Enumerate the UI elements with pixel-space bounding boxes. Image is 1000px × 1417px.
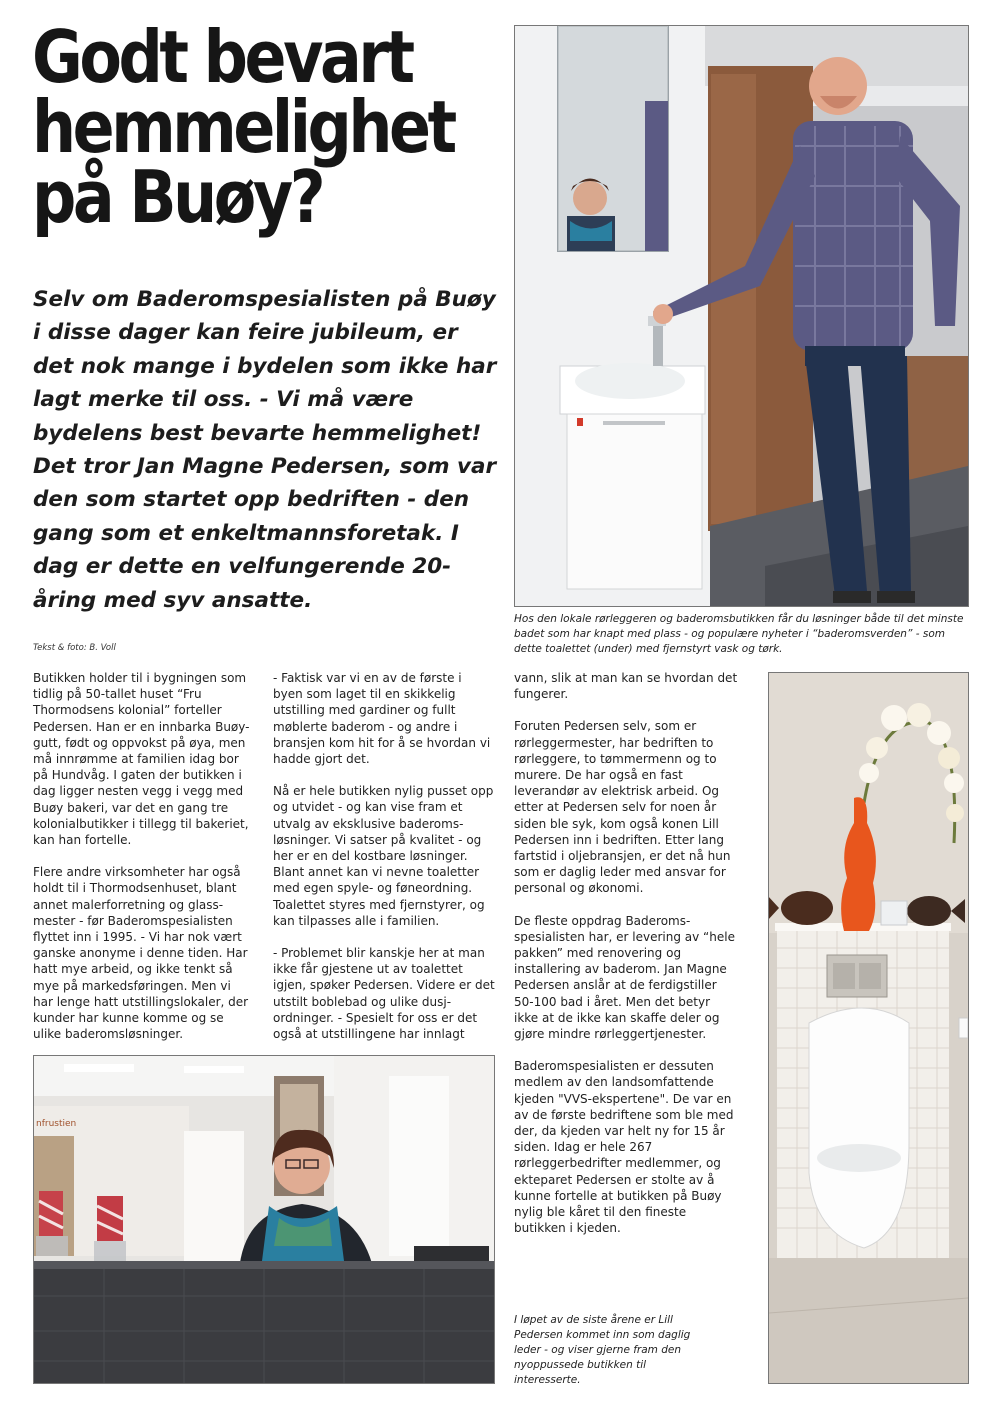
body-column-3 — [514, 670, 738, 1253]
photo-caption-top: Hos den lokale rørleggeren og baderomsbutikken får du løsninger både til det minste badet som har knapt med plass - og populære nyheter i “baderomsverden” - som dette toalettet (under) med fjernstyrt vask og tørk. — [514, 613, 964, 655]
body-paragraph: Nå er hele butikken nylig pusset opp og utvidet - og kan vise fram et utvalg av eksklusive baderoms-løsninger. Vi satser på kvalitet - og her er en del kostbare løsninger. Blant annet kan vi nevne toaletter med egen spyle- og føneordning. Toalettet styres med fjernstyrer, og kan tilpasses alle i familien. — [273, 784, 494, 928]
headline-line: hemmelighet — [32, 85, 454, 169]
body-paragraph: De fleste oppdrag Baderoms-spesialisten har, er levering av “hele pakken” med renovering og installering av baderom. Jan Magne Pedersen anslår at de ferdigstiller 50-100 bad i året. Men det betyr ikke at de ikke kan skaffe deler og gjøre mindre rørleggertjenester. — [514, 913, 735, 1042]
shop-sign: nfrustien — [36, 1119, 77, 1129]
body-paragraph: - Problemet blir kanskje her at man ikke får gjestene ut av toalettet igjen, spøker Pedersen. Videre er det utstilt boblebad og ulike dusj-ordninger. - Spesielt for oss er det også at utstillingene har innlagt — [273, 946, 495, 1042]
headline-line: Godt bevart — [32, 15, 412, 99]
body-column-1 — [33, 670, 253, 1058]
headline — [32, 15, 454, 239]
body-paragraph: Butikken holder til i bygningen som tidlig på 50-tallet huset “Fru Thormodsens kolonial” forteller Pedersen. Han er en innbarka Buøy-gutt, født og oppvokst på øya, men må innrømme at familien idag bor på Hundvåg. I gaten der butikken i dag ligger nesten vegg i vegg med Buøy bakeri, var det en gang tre kolonialbutikker i tillegg til bakeriet, kan han fortelle. — [33, 671, 250, 848]
byline: Tekst & foto: B. Voll — [33, 643, 116, 653]
body-paragraph: vann, slik at man kan se hvordan det fungerer. — [514, 671, 738, 702]
photo-toilet-display — [768, 672, 969, 1384]
body-paragraph: Flere andre virksomheter har også holdt til i Thormodsenhuset, blant annet malerforretning og glass-mester - før Baderomspesialisten flyttet inn i 1995. - Vi har nok vært ganske anonyme i denne tiden. Har hatt mye arbeid, og ikke tenkt så mye på markedsføringen. Men vi har lenge hatt utstillingslokaler, der kunder har kunne komme og se ulike baderomsløsninger. — [33, 865, 249, 1042]
body-column-2 — [273, 670, 495, 1058]
flush-plate-icon — [827, 955, 887, 997]
body-paragraph: - Faktisk var vi en av de første i byen som laget til en skikkelig utstilling med gardiner og fullt møblerte baderom - og andre i bransjen kom hit for å se hvordan vi hadde gjort det. — [273, 671, 491, 767]
photo-caption-bottom: I løpet av de siste årene er Lill Pedersen kommet inn som daglig leder - og viser gjerne fram den nyoppussede butikken til interesserte. — [514, 1314, 691, 1386]
headline-line: på Buøy? — [32, 155, 323, 239]
photo-showroom-sink — [514, 25, 969, 607]
lead-paragraph: Selv om Baderomspesialisten på Buøy i disse dager kan feire jubileum, er det nok mange i bydelen som ikke har lagt merke til oss. - Vi må være bydelens best bevarte hemmelighet! Det tror Jan Magne Pedersen, som var den som startet opp bedriften - den gang som et enkeltmannsforetak. I dag er dette en velfungerende 20-åring med syv ansatte. — [33, 287, 497, 613]
photo-store-counter — [33, 1055, 495, 1384]
body-paragraph: Foruten Pedersen selv, som er rørleggermester, har bedriften to rørleggere, to tømmermenn og to murere. De har også en fast leverandør av elektrisk arbeid. Og etter at Pedersen selv for noen år siden ble syk, kom også konen Lill Pedersen inn i bedriften. Etter lang fartstid i oljebransjen, er det nå hun som er daglig leder med ansvar for personal og økonomi. — [514, 719, 731, 896]
body-paragraph: Baderomspesialisten er dessuten medlem av den landsomfattende kjeden "VVS-ekspertene". De var en av de første bedriftene som ble med der, da kjeden var helt ny for 15 år siden. Idag er hele 267 rørleggerbedrifter medlemmer, og ekteparet Pedersen er stolte av å kunne fortelle at butikken på Buøy nylig ble kåret til den fineste butikken i kjeden. — [514, 1059, 734, 1236]
